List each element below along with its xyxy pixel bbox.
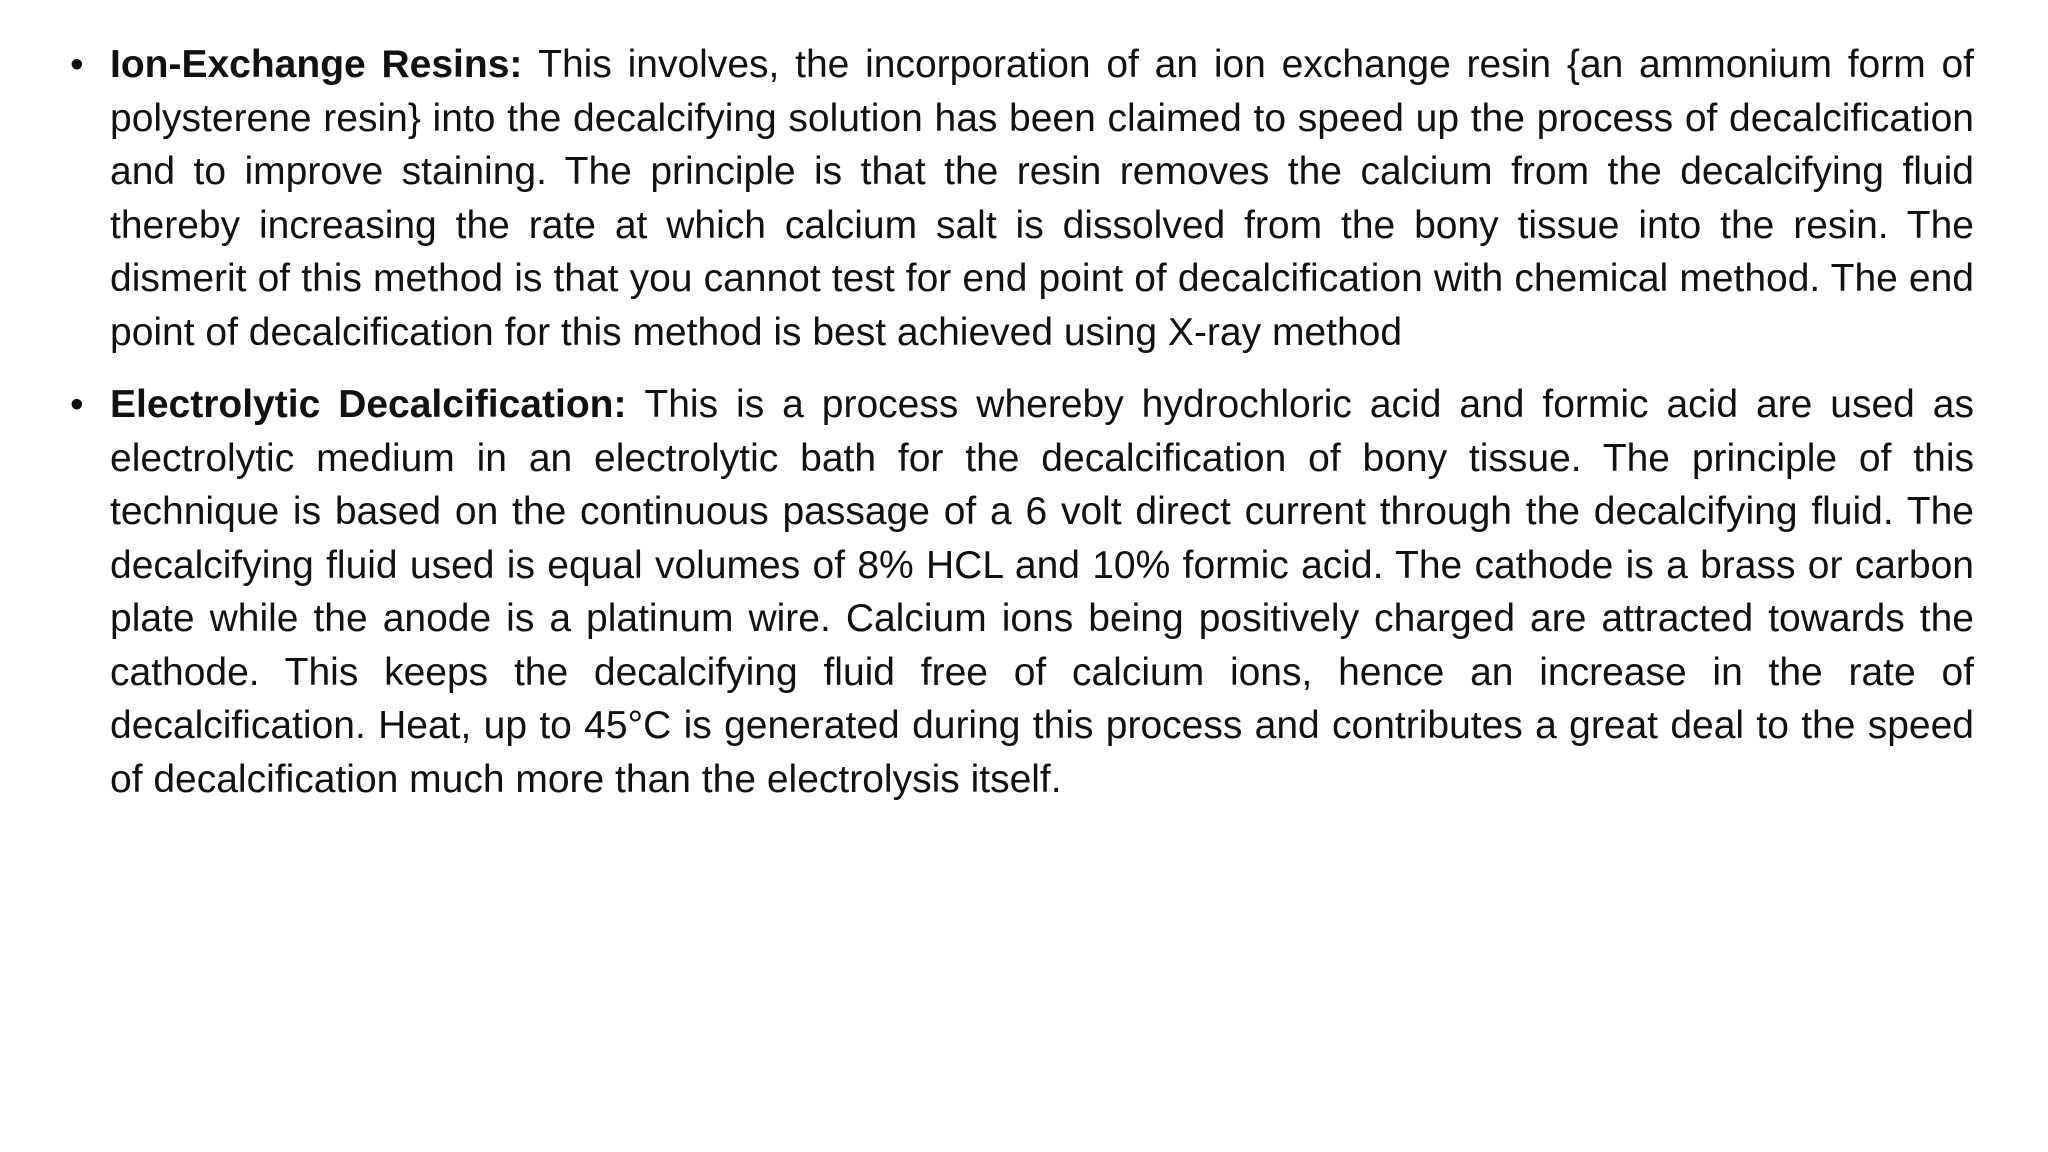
bullet-text: This involves, the incorporation of an ion exchange resin {an ammonium form of polysterene resin} into the decalcifying solution has been claimed to speed up the process of decalcification and to improve staining. The principle is that the resin removes the calcium from the decalcifying fluid thereby increasing the rate at which calcium salt is dissolved from the bony tissue into the resin. The dismerit of this method is that you cannot test for end point of decalcification with chemical method. The end point of decalcification for this method is best achieved using X-ray method: [110, 43, 1975, 354]
bullet-electrolytic-decalcification: [70, 378, 1974, 806]
bullet-marker: •: [70, 43, 84, 86]
bullet-marker: •: [70, 383, 84, 426]
bullet-term: Ion-Exchange Resins:: [110, 43, 539, 86]
bullet-list: [70, 38, 1974, 825]
bullet-text: This is a process whereby hydrochloric acid and formic acid are used as electrolytic medium in an electrolytic bath for the decalcification of bony tissue. The principle of this technique is based on the continuous passage of a 6 volt direct current through the decalcifying fluid. The decalcifying fluid used is equal volumes of 8% HCL and 10% formic acid. The cathode is a brass or carbon plate while the anode is a platinum wire. Calcium ions being positively charged are attracted towards the cathode. This keeps the decalcifying fluid free of calcium ions, hence an increase in the rate of decalcification. Heat, up to 45°C is generated during this process and contributes a great deal to the speed of decalcification much more than the electrolysis itself.: [110, 383, 1974, 801]
bullet-ion-exchange-resins: [70, 38, 1974, 359]
bullet-term: Electrolytic Decalcification:: [110, 383, 645, 426]
